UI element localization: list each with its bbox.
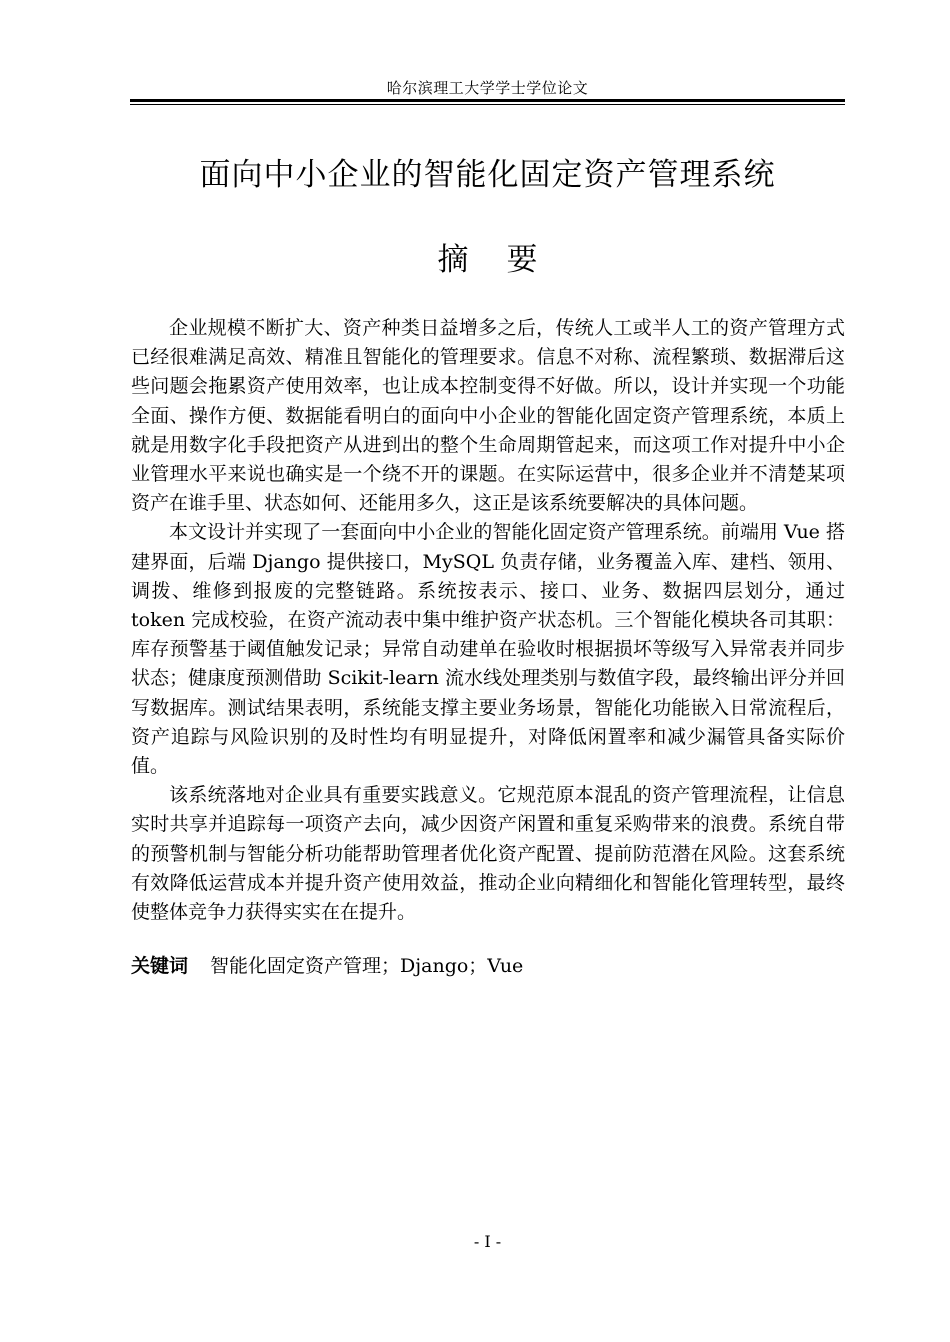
- document-title: 面向中小企业的智能化固定资产管理系统: [199, 157, 776, 193]
- abstract-paragraph-1: 企业规模不断扩大、资产种类日益增多之后，传统人工或半人工的资产管理方式已经很难满足高效、精准且智能化的管理要求。信息不对称、流程繁琐、数据滞后这些问题会拖累资产使用效率，也让成本控制变得不好做。所以，设计并实现一个功能全面、操作方便、数据能看明白的面向中小企业的智能化固定资产管理系统，本质上就是用数字化手段把资产从进到出的整个生命周期管起来，而这项工作对提升中小企业管理水平来说也确实是一个绕不开的课题。在实际运营中，很多企业并不清楚某项资产在谁手里、状态如何、还能用多久，这正是该系统要解决的具体问题。: [131, 317, 845, 515]
- abstract-paragraph-2: 本文设计并实现了一套面向中小企业的智能化固定资产管理系统。前端用 Vue 搭建界面，后端 Django 提供接口，MySQL 负责存储，业务覆盖入库、建档、领用、调拨、维修到报废的完整链路。系统按表示、接口、业务、数据四层划分，通过 token 完成校验，在资产流动表中集中维护资产状态机。三个智能化模块各司其职：库存预警基于阈值触发记录；异常自动建单在验收时根据损坏等级写入异常表并同步状态；健康度预测借助 Scikit-learn 流水线处理类别与数值字段，最终输出评分并回写数据库。测试结果表明，系统能支撑主要业务场景，智能化功能嵌入日常流程后，资产追踪与风险识别的及时性均有明显提升，对降低闲置率和减少漏管具备实际价值。: [131, 521, 845, 778]
- abstract-paragraph-3: 该系统落地对企业具有重要实践意义。它规范原本混乱的资产管理流程，让信息实时共享并追踪每一项资产去向，减少因资产闲置和重复采购带来的浪费。系统自带的预警机制与智能分析功能帮助管理者优化资产配置、提前防范潜在风险。这套系统有效降低运营成本并提升资产使用效益，推动企业向精细化和智能化管理转型，最终使整体竞争力获得实实在在提升。: [131, 784, 845, 924]
- keywords-line: [131, 952, 845, 981]
- keywords-text: 智能化固定资产管理；Django；Vue: [210, 955, 524, 977]
- abstract-body: [131, 314, 845, 927]
- running-header: 哈尔滨理工大学学士学位论文: [386, 79, 589, 97]
- header-rule-thick: [130, 99, 845, 102]
- page-number: - I -: [473, 1232, 502, 1251]
- keywords-label: 关键词: [131, 955, 189, 977]
- abstract-heading: 摘要: [437, 242, 576, 278]
- header-rule-thin: [130, 104, 845, 105]
